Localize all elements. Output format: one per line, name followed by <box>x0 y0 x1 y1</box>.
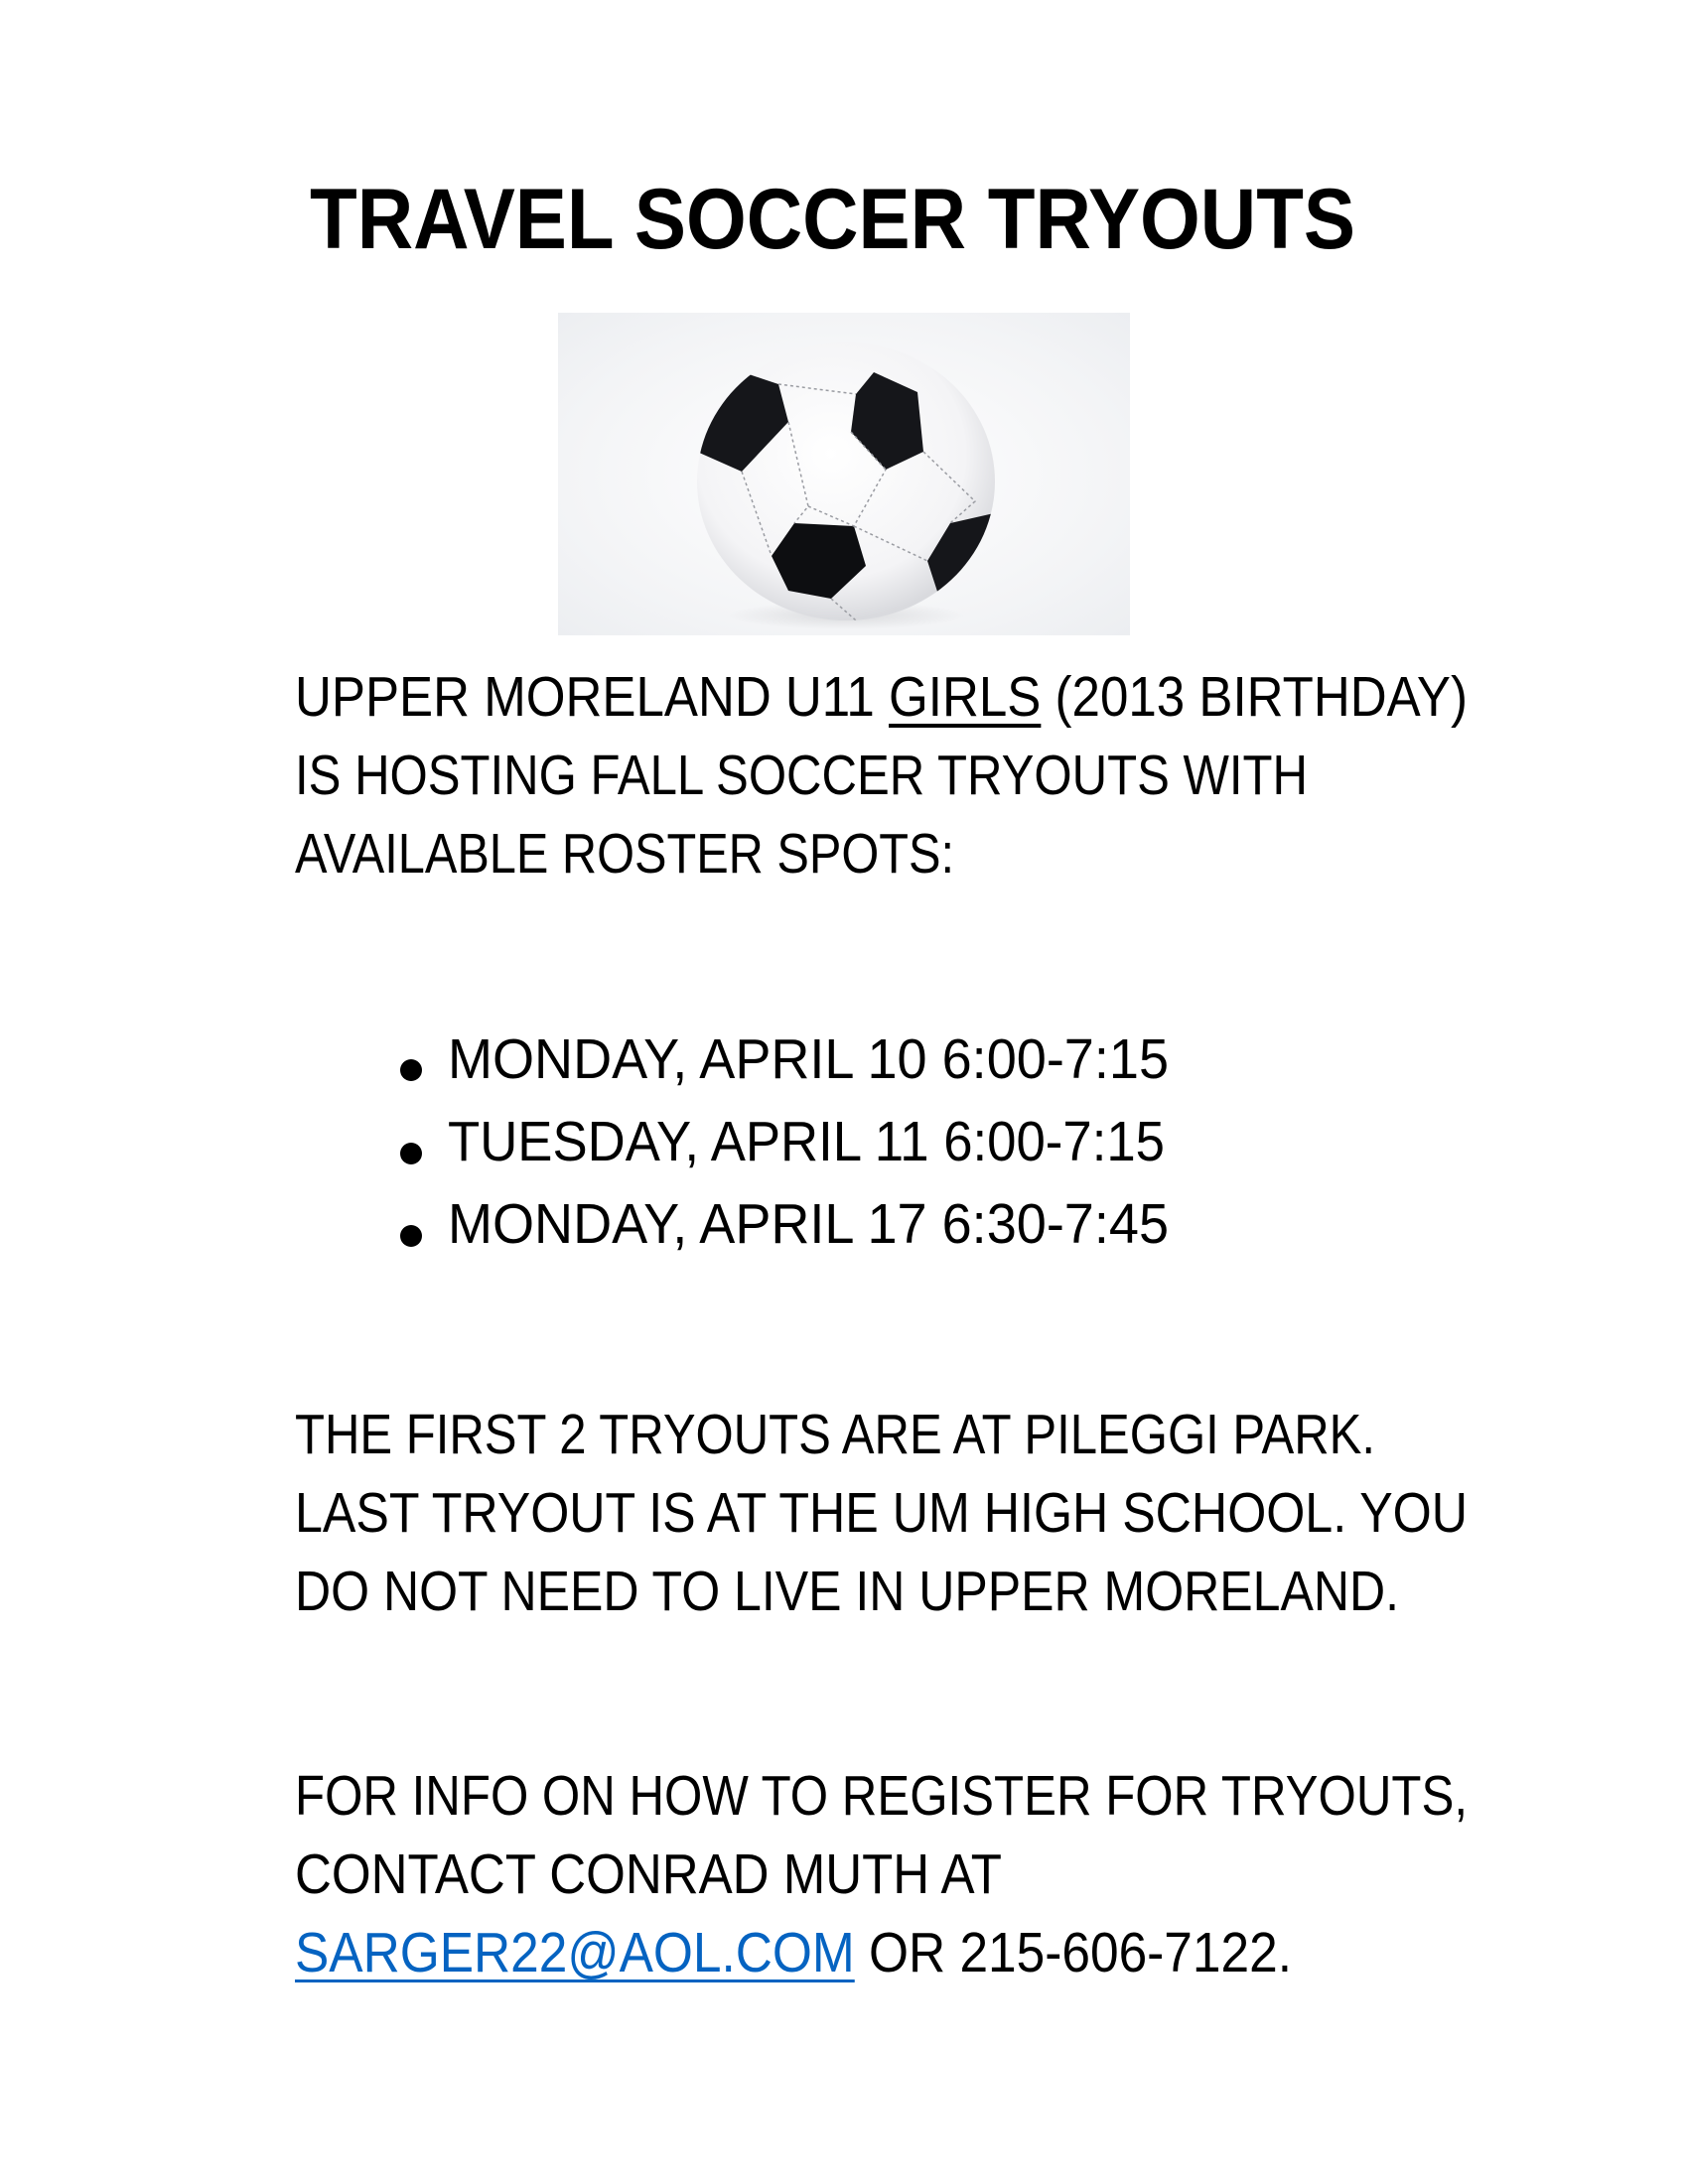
contact-line-1: FOR INFO ON HOW TO REGISTER FOR TRYOUTS, <box>295 1764 1468 1828</box>
phone-text: OR 215-606-7122. <box>854 1921 1292 1984</box>
contact-line-3 <box>295 1921 1292 1984</box>
email-link[interactable]: SARGER22@AOL.COM <box>295 1921 855 1984</box>
session-item: MONDAY, APRIL 10 6:00-7:15 <box>448 1027 1169 1091</box>
intro-line-1 <box>295 665 1468 729</box>
intro-text-pre: UPPER MORELAND U11 <box>295 665 890 729</box>
contact-line-2: CONTACT CONRAD MUTH AT <box>295 1843 1002 1906</box>
location-line-3: DO NOT NEED TO LIVE IN UPPER MORELAND. <box>295 1560 1399 1623</box>
soccer-ball-icon <box>558 313 1130 635</box>
bullet-icon <box>400 1225 422 1247</box>
soccer-ball-image <box>558 313 1130 635</box>
session-item: TUESDAY, APRIL 11 6:00-7:15 <box>448 1110 1165 1173</box>
location-line-1: THE FIRST 2 TRYOUTS ARE AT PILEGGI PARK. <box>295 1403 1375 1466</box>
session-item: MONDAY, APRIL 17 6:30-7:45 <box>448 1192 1169 1256</box>
bullet-icon <box>400 1143 422 1164</box>
intro-line-2: IS HOSTING FALL SOCCER TRYOUTS WITH <box>295 744 1308 807</box>
bullet-icon <box>400 1059 422 1081</box>
girls-underlined: GIRLS <box>889 665 1042 729</box>
flyer-title: TRAVEL SOCCER TRYOUTS <box>310 172 1355 267</box>
intro-line-3: AVAILABLE ROSTER SPOTS: <box>295 822 954 886</box>
location-line-2: LAST TRYOUT IS AT THE UM HIGH SCHOOL. YOU <box>295 1481 1468 1545</box>
intro-text-post: (2013 BIRTHDAY) <box>1041 665 1468 729</box>
